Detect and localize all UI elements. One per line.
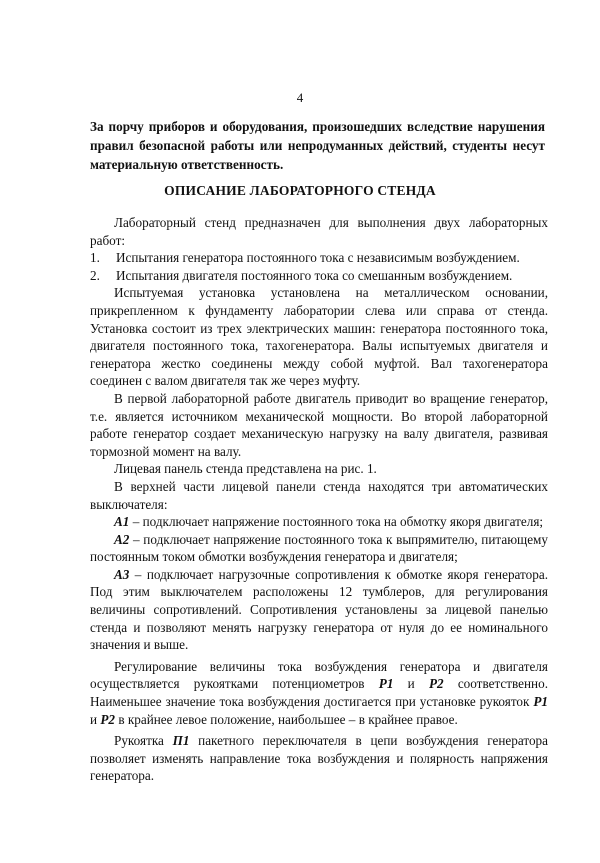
regulation-text-a: Регулирование величины тока возбуждения генератора и двигателя осуществляется рукоятками потенциометров: [90, 658, 548, 692]
switch-text-a: Рукоятка: [114, 733, 173, 749]
breaker-a1-text: – подключает напряжение постоянного тока на обмотку якоря двигателя;: [129, 514, 544, 530]
breaker-a2-text: – подключает напряжение постоянного тока к выпрямителю, питающему постоянным током обмотки возбуждения генератора и двигателя;: [90, 531, 548, 565]
list-item: [90, 249, 548, 267]
regulation-paragraph: [90, 658, 548, 728]
switch-p1-label: П1: [172, 733, 190, 749]
breaker-a3-text: – подключает нагрузочные сопротивления к обмотке якоря генератора. Под этим выключателем расположены 12 тумблеров, для регулирования величины сопротивлений. Сопротивления установлены за лицевой панелью стенда и позволяют менять нагрузку генератора от нуля до ее номинального значения и выше.: [90, 566, 548, 653]
list-item-text: Испытания генератора постоянного тока с независимым возбуждением.: [116, 250, 520, 266]
list-item-number: 2.: [90, 267, 100, 283]
list-item-number: 1.: [90, 250, 100, 266]
potentiometer-p2-label-2: Р2: [100, 711, 116, 727]
operation-paragraph: В первой лабораторной работе двигатель приводит во вращение генератор, т.е. является источником механической мощности. Во второй лабораторной работе генератор создает механическую нагрузку на валу двигателя, развивая тормозной момент на валу.: [90, 390, 548, 459]
regulation-text-c: соответственно. Наименьшее значение тока возбуждения достигается при установке рукояток: [90, 676, 549, 710]
intro-paragraph: Лабораторный стенд предназначен для выполнения двух лабораторных работ:: [90, 215, 548, 248]
lab-works-list: [90, 249, 548, 284]
regulation-text-e: в крайнее левое положение, наибольшее – в крайнее правое.: [115, 711, 458, 727]
body-text: [90, 214, 548, 785]
breaker-a3-paragraph: [90, 566, 548, 654]
breaker-a1-paragraph: [90, 513, 548, 531]
regulation-text-b: и: [393, 676, 429, 692]
breaker-a1-label: А1: [114, 514, 130, 530]
safety-warning: За порчу приборов и оборудования, произошедших вследствие нарушения правил безопасной работы или непродуманных действий, студенты несут материальную ответственность.: [90, 119, 545, 172]
switch-text-b: пакетного переключателя в цепи возбуждения генератора позволяет изменять направление тока возбуждения и полярность напряжения генератора.: [90, 733, 548, 784]
potentiometer-p2-label: Р2: [428, 676, 444, 692]
list-item: [90, 267, 548, 285]
page-number: 4: [296, 90, 304, 105]
regulation-text-d: и: [90, 711, 101, 727]
breaker-a2-label: А2: [114, 531, 130, 547]
potentiometer-p1-label: Р1: [378, 676, 394, 692]
breakers-intro-paragraph: В верхней части лицевой панели стенда находятся три автоматических выключателя:: [90, 478, 548, 512]
section-heading: ОПИСАНИЕ ЛАБОРАТОРНОГО СТЕНДА: [164, 183, 436, 198]
installation-paragraph: Испытуемая установка установлена на металлическом основании, прикрепленном к фундаменту лаборатории слева или справа от стенда. Установка состоит из трех электрических машин: генератора постоянного тока, двигателя постоянного тока, тахогенератора. Валы испытуемых двигателя и генератора жестко соединены между собой муфтой. Вал тахогенератора соединен с валом двигателя так же через муфту.: [90, 285, 548, 389]
breaker-a2-paragraph: [90, 531, 548, 566]
breaker-a3-label: А3: [114, 566, 130, 582]
panel-reference-paragraph: Лицевая панель стенда представлена на рис. 1.: [114, 461, 377, 477]
switch-paragraph: [90, 732, 548, 785]
list-item-text: Испытания двигателя постоянного тока со смешанным возбуждением.: [116, 267, 513, 283]
potentiometer-p1-label-2: Р1: [533, 694, 548, 710]
